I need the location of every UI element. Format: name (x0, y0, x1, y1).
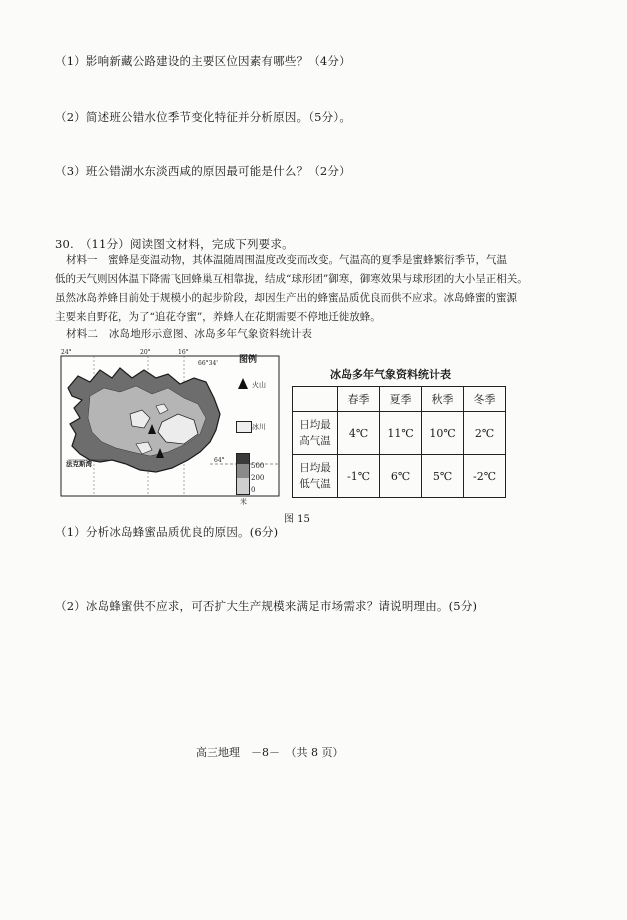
question-30-1-text: （1）分析冰岛蜂蜜品质优良的原因。(6分) (55, 525, 279, 539)
table-row (293, 455, 506, 498)
table-corner-cell (293, 387, 338, 412)
column-autumn: 秋季 (422, 387, 464, 412)
question-3-text: （3）班公错湖水东淡西咸的原因最可能是什么？（2分） (55, 164, 351, 178)
table-header-row (293, 387, 506, 412)
bay-label: 法克斯湾 (66, 460, 92, 468)
legend-elev-500: 500 (251, 462, 265, 470)
legend-elev-0: 0 (251, 486, 256, 494)
question-2-text: （2）简述班公错水位季节变化特征并分析原因。（5分）。 (55, 110, 352, 124)
material-1-line: 材料一 蜜蜂是变温动物，其体温随周围温度改变而改变。气温高的夏季是蜜蜂繁衍季节，气温 (66, 254, 507, 266)
row-label-max: 日均最 高气温 (293, 412, 338, 455)
legend-volcano-label: 火山 (252, 381, 266, 389)
table-cell: 5℃ (422, 455, 464, 498)
column-spring: 春季 (338, 387, 380, 412)
table-cell: 6℃ (380, 455, 422, 498)
material-1-line: 主要来自野花，为了“追花夺蜜”，养蜂人在花期需要不停地迁徙放蜂。 (55, 311, 381, 323)
legend-elev-200: 200 (251, 474, 265, 482)
table-cell: -1℃ (338, 455, 380, 498)
legend-elevation-bar (236, 453, 250, 495)
material-1 (55, 251, 566, 327)
legend-unit: 米 (240, 498, 247, 506)
table-cell: -2℃ (464, 455, 506, 498)
lon-label-16: 16° (178, 349, 189, 356)
material-1-line: 低的天气则因体温下降需飞回蜂巢互相靠拢，结成“球形团”御寒，御寒效果与球形团的大小呈正相关。 (55, 273, 528, 285)
table-cell: 11℃ (380, 412, 422, 455)
table-cell: 4℃ (338, 412, 380, 455)
legend-volcano-icon (236, 376, 250, 390)
lon-label-20: 20° (140, 349, 151, 356)
question-30-2-text: （2）冰岛蜂蜜供不应求，可否扩大生产规模来满足市场需求？请说明理由。(5分) (55, 599, 478, 613)
lon-label-24: 24° (61, 349, 72, 356)
table-cell: 10℃ (422, 412, 464, 455)
legend-glacier-swatch (236, 421, 252, 433)
figure-caption: 图 15 (284, 514, 310, 525)
table-row (293, 412, 506, 455)
column-winter: 冬季 (464, 387, 506, 412)
legend-glacier-label: 冰川 (252, 423, 266, 431)
material-1-line: 虽然冰岛养蜂目前处于规模小的起步阶段，却因生产出的蜂蜜品质优良而供不应求。冰岛蜂蜜的蜜源 (55, 292, 517, 304)
lat-label-66: 66°34' (198, 360, 218, 367)
climate-table (292, 386, 506, 498)
lat-label-64: 64° (214, 457, 225, 464)
page-footer: 高三地理 －8－ （共 8 页） (196, 746, 344, 759)
column-summer: 夏季 (380, 387, 422, 412)
question-1-text: （1）影响新藏公路建设的主要区位因素有哪些？（4分） (55, 54, 351, 68)
climate-table-title: 冰岛多年气象资料统计表 (330, 368, 451, 381)
question-30-header: 30. （11分）阅读图文材料，完成下列要求。 (55, 237, 294, 251)
row-label-min: 日均最 低气温 (293, 455, 338, 498)
table-cell: 2℃ (464, 412, 506, 455)
legend-title: 图例 (239, 355, 258, 365)
material-2-caption: 材料二 冰岛地形示意图、冰岛多年气象资料统计表 (66, 328, 313, 340)
